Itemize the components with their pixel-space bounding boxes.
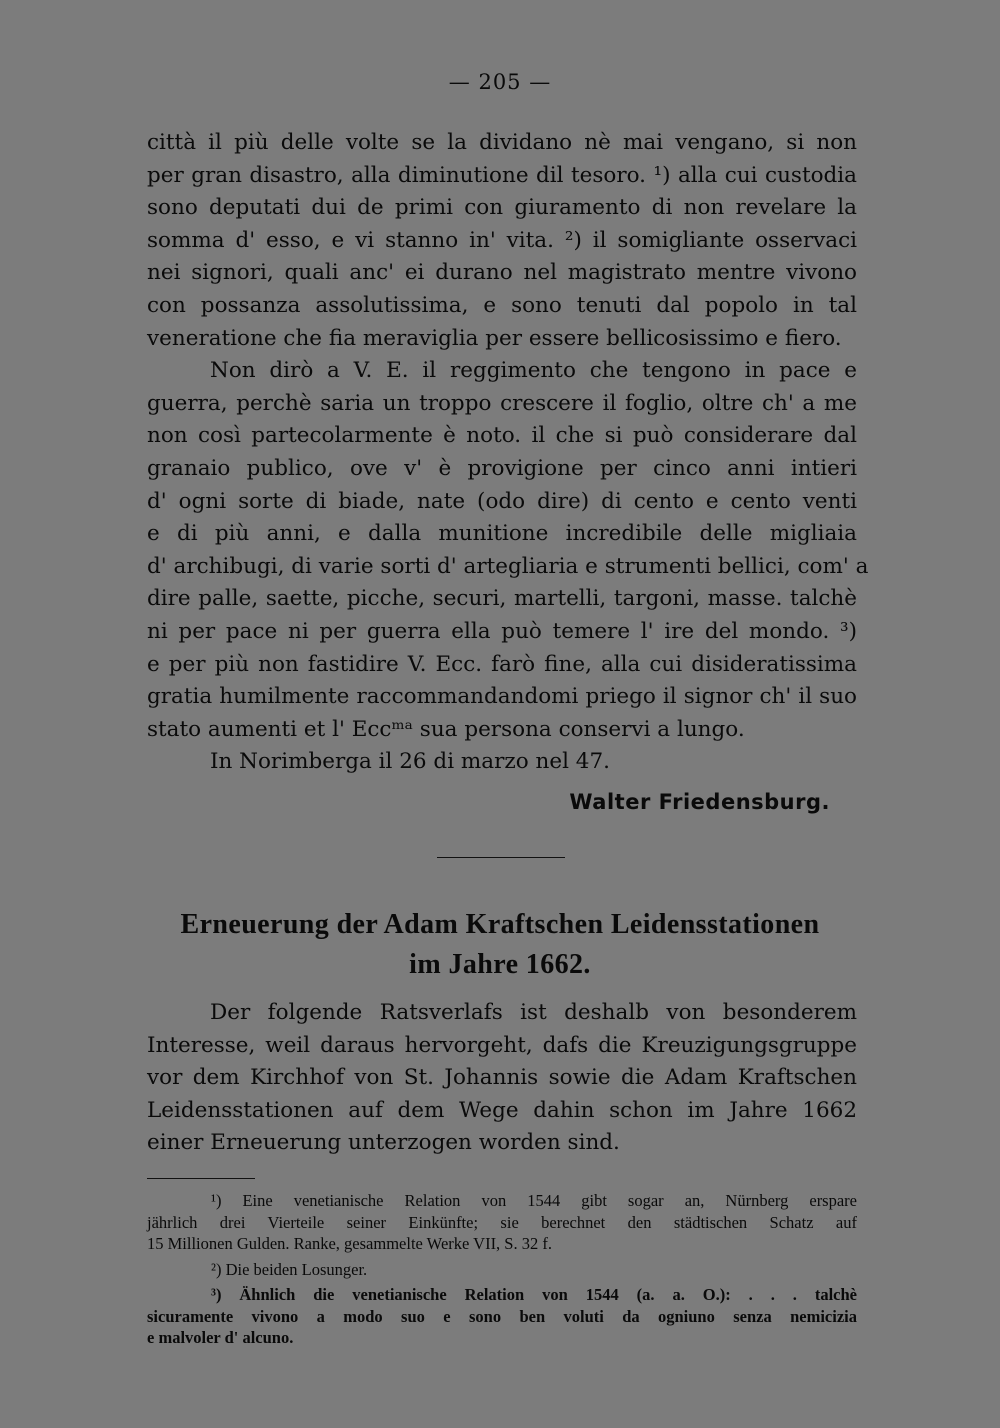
text-line: sono deputati dui de primi con giuramento di non revelare la (147, 195, 857, 221)
text-line: Leidensstationen auf dem Wege dahin schon im Jahre 1662 (147, 1097, 857, 1123)
text-line: dire palle, saette, picche, securi, martelli, targoni, masse. talchè (147, 586, 857, 612)
text-line: d' archibugi, di varie sorti d' artegliaria e strumenti bellici, com' a (147, 553, 869, 579)
text-line: ni per pace ni per guerra ella può temere l' ire del mondo. ³) (147, 618, 857, 644)
text-line: vor dem Kirchhof von St. Johannis sowie die Adam Kraftschen (147, 1065, 857, 1091)
text-line: stato aumenti et l' Eccᵐᵃ sua persona conservi a lungo. (147, 716, 745, 742)
footnote-line: sicuramente vivono a modo suo e sono ben voluti da ogniuno senza nemicizia (147, 1306, 857, 1326)
text-line: città il più delle volte se la dividano nè mai vengano, si non (147, 130, 857, 155)
footnote-line: ³) Ähnlich die venetianische Relation von 1544 (a. a. O.): . . . talchè (211, 1285, 857, 1304)
text-line: veneratione che fia meraviglia per essere bellicosissimo e fiero. (147, 325, 842, 351)
footnotes (147, 1190, 857, 1353)
footnote-line: e malvoler d' alcuno. (147, 1328, 294, 1347)
footnote-2 (147, 1259, 857, 1281)
text-line: e per più non fastidire V. Ecc. farò fine, alla cui disideratissima (147, 651, 857, 677)
article-title (0, 905, 1000, 985)
section-divider (437, 857, 565, 858)
text-line: Interesse, weil daraus hervorgeht, dafs die Kreuzigungsgruppe (147, 1032, 857, 1058)
text-line: e di più anni, e dalla munitione incredibile delle migliaia (147, 521, 857, 547)
footnote-line: ¹) Eine venetianische Relation von 1544 gibt sogar an, Nürnberg erspare (211, 1191, 857, 1210)
footnote-line: jährlich drei Vierteile seiner Einkünfte; sie berechnet den städtischen Schatz auf (147, 1212, 857, 1232)
text-line: granaio publico, ove v' è provigione per cinco anni intieri (147, 455, 857, 481)
footnote-line: ²) Die beiden Losunger. (211, 1259, 368, 1279)
text-line: somma d' esso, e vi stanno in' vita. ²) il somigliante osservaci (147, 227, 857, 253)
text-line: Non dirò a V. E. il reggimento che tengono in pace e (210, 358, 857, 384)
footnote-1 (147, 1190, 857, 1255)
footnote-rule (147, 1178, 255, 1179)
article-body (147, 997, 857, 1160)
letter-dateline: In Norimberga il 26 di marzo nel 47. (210, 749, 610, 775)
article-title-line: im Jahre 1662. (409, 949, 591, 980)
text-line: guerra, perchè saria un troppo crescere il foglio, oltre ch' a me (147, 390, 857, 416)
text-line: gratia humilmente raccommandandomi priego il signor ch' il suo (147, 684, 857, 710)
text-line: con possanza assolutissima, e sono tenuti dal popolo in tal (147, 292, 857, 318)
text-line: non così partecolarmente è noto. il che si può considerare dal (147, 423, 857, 449)
text-line: d' ogni sorte di biade, nate (odo dire) di cento e cento venti (147, 488, 857, 514)
article-title-line: Erneuerung der Adam Kraftschen Leidensstationen (180, 909, 820, 940)
text-line: nei signori, quali anc' ei durano nel magistrato mentre vivono (147, 260, 857, 286)
letter-body (147, 127, 869, 779)
page-number: — 205 — (448, 70, 552, 94)
text-line: Der folgende Ratsverlafs ist deshalb von besonderem (210, 1000, 857, 1025)
footnote-3 (147, 1284, 857, 1349)
text-line: per gran disastro, alla diminutione dil tesoro. ¹) alla cui custodia (147, 162, 857, 188)
footnote-line: 15 Millionen Gulden. Ranke, gesammelte Werke VII, S. 32 f. (147, 1234, 552, 1253)
signature: Walter Friedensburg. (569, 790, 830, 814)
text-line: einer Erneuerung unterzogen worden sind. (147, 1130, 620, 1156)
